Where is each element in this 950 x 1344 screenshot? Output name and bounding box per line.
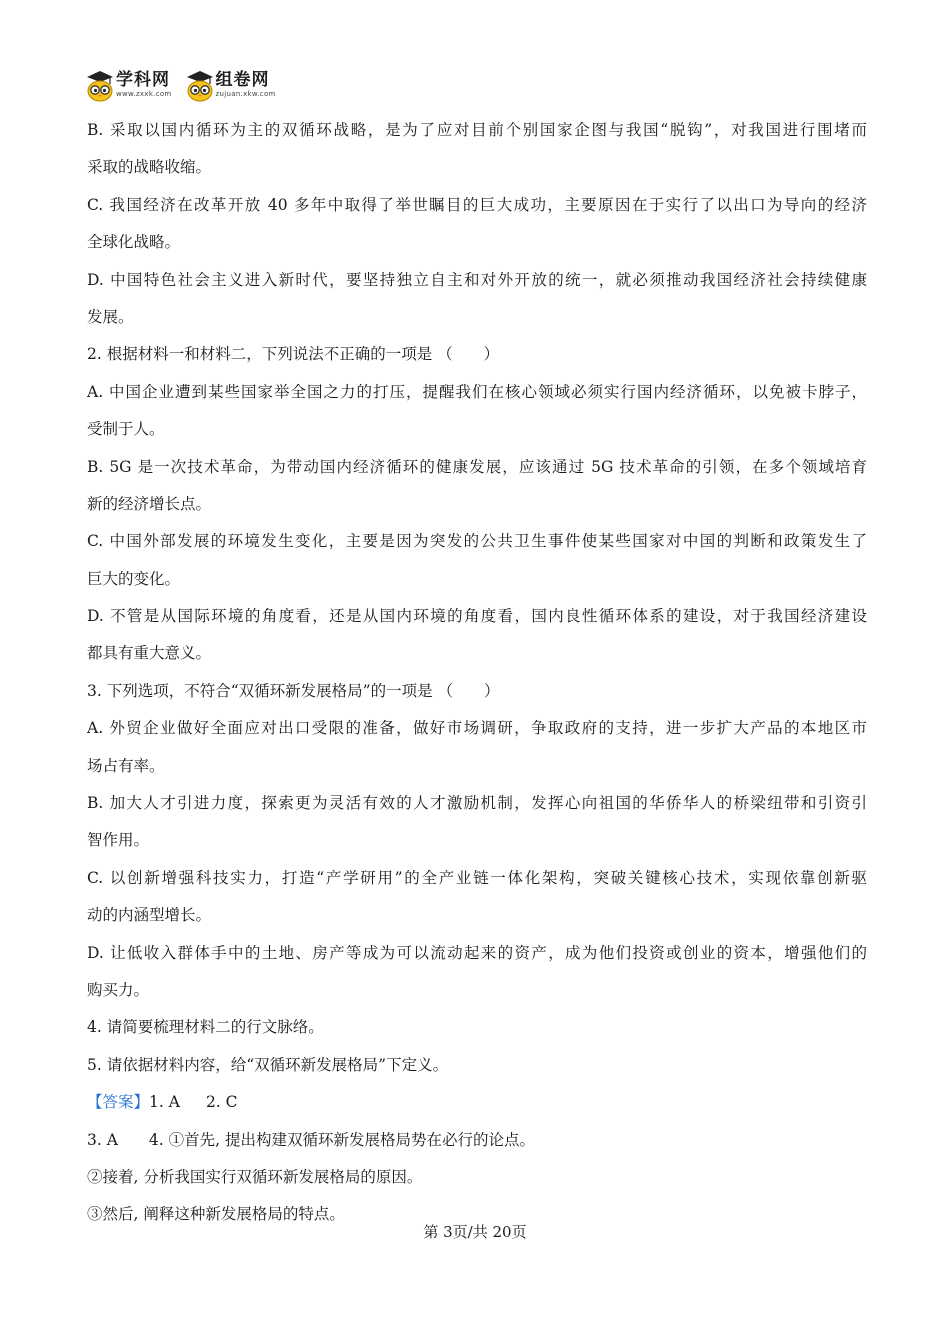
text-line: 受制于人。 — [87, 420, 165, 439]
text-line: C. 我国经济在改革开放 40 多年中取得了举世瞩目的巨大成功，主要原因在于实行了以出口为导向的经济 — [87, 195, 867, 214]
text-line: D. 让低收入群体手中的土地、房产等成为可以流动起来的资产，成为他们投资或创业的资本，增强他们的 — [87, 943, 867, 962]
text-line: 动的内涵型增长。 — [87, 906, 212, 925]
logo-url-1: www.zxxk.com — [116, 90, 172, 98]
answer-2: 2. C — [205, 1093, 238, 1112]
text-line: B. 采取以国内循环为主的双循环战略，是为了应对目前个别国家企图与我国“脱钩”，对我国进行围堵而 — [87, 121, 867, 139]
text-line: 采取的战略收缩。 — [87, 158, 212, 177]
text-line: C. 以创新增强科技实力，打造“产学研用”的全产业链一体化架构，突破关键核心技术，实现依靠创新驱 — [87, 868, 867, 887]
text-line: 场占有率。 — [87, 756, 165, 775]
text-line: 发展。 — [87, 307, 134, 326]
owl-mascot-icon — [86, 70, 114, 102]
header-logos — [86, 70, 290, 104]
answer-line — [87, 1084, 867, 1121]
text-line: 5. 请依据材料内容，给“双循环新发展格局”下定义。 — [87, 1055, 449, 1074]
zxxk-logo — [86, 70, 172, 102]
text-line: A. 中国企业遭到某些国家举全国之力的打压，提醒我们在核心领域必须实行国内经济循环，以免被卡脖子， — [87, 382, 867, 401]
text-line: C. 中国外部发展的环境发生变化，主要是因为突发的公共卫生事件使某些国家对中国的判断和政策发生了 — [87, 532, 867, 551]
logo-name-2: 组卷网 — [215, 70, 270, 90]
logo-url-2: zujuan.xkw.com — [215, 90, 276, 98]
text-line: 巨大的变化。 — [87, 569, 181, 588]
zujuan-logo — [186, 70, 276, 102]
text-line: D. 中国特色社会主义进入新时代，要坚持独立自主和对外开放的统一，就必须推动我国经济社会持续健康 — [87, 270, 867, 289]
document-body — [87, 112, 867, 1234]
text-line: 都具有重大意义。 — [87, 644, 212, 663]
text-line: 全球化战略。 — [87, 233, 181, 252]
answer-1: 1. A — [149, 1093, 180, 1112]
text-line: 3. 下列选项，不符合“双循环新发展格局”的一项是 （ ） — [87, 681, 500, 700]
answer-detail-line: 3. A 4. ①首先, 提出构建双循环新发展格局势在必行的论点。 — [87, 1130, 535, 1149]
text-line: A. 外贸企业做好全面应对出口受限的准备，做好市场调研，争取政府的支持，进一步扩大产品的本地区市 — [87, 719, 867, 738]
text-line: 2. 根据材料一和材料二，下列说法不正确的一项是 （ ） — [87, 345, 500, 364]
answer-detail-line: ③然后, 阐释这种新发展格局的特点。 — [87, 1205, 345, 1224]
question-lines — [87, 112, 867, 1084]
text-line: B. 5G 是一次技术革命，为带动国内经济循环的健康发展，应该通过 5G 技术革命的引领，在多个领域培育 — [87, 457, 867, 476]
text-line: 智作用。 — [87, 831, 150, 850]
owl-mascot-icon — [186, 70, 214, 102]
page-footer — [0, 1220, 950, 1244]
logo-name-1: 学科网 — [116, 70, 170, 90]
page-number: 第 3页/共 20页 — [423, 1223, 527, 1241]
text-line: B. 加大人才引进力度，探索更为灵活有效的人才激励机制，发挥心向祖国的华侨华人的桥梁纽带和引资引 — [87, 794, 867, 813]
text-line: 新的经济增长点。 — [87, 494, 212, 513]
answer-tag: 【答案】 — [87, 1093, 150, 1112]
text-line: D. 不管是从国际环境的角度看，还是从国内环境的角度看，国内良性循环体系的建设，对于我国经济建设 — [87, 607, 867, 626]
answer-details — [87, 1122, 867, 1234]
text-line: 购买力。 — [87, 980, 150, 999]
text-line: 4. 请简要梳理材料二的行文脉络。 — [87, 1018, 324, 1037]
answer-detail-line: ②接着, 分析我国实行双循环新发展格局的原因。 — [87, 1167, 423, 1186]
